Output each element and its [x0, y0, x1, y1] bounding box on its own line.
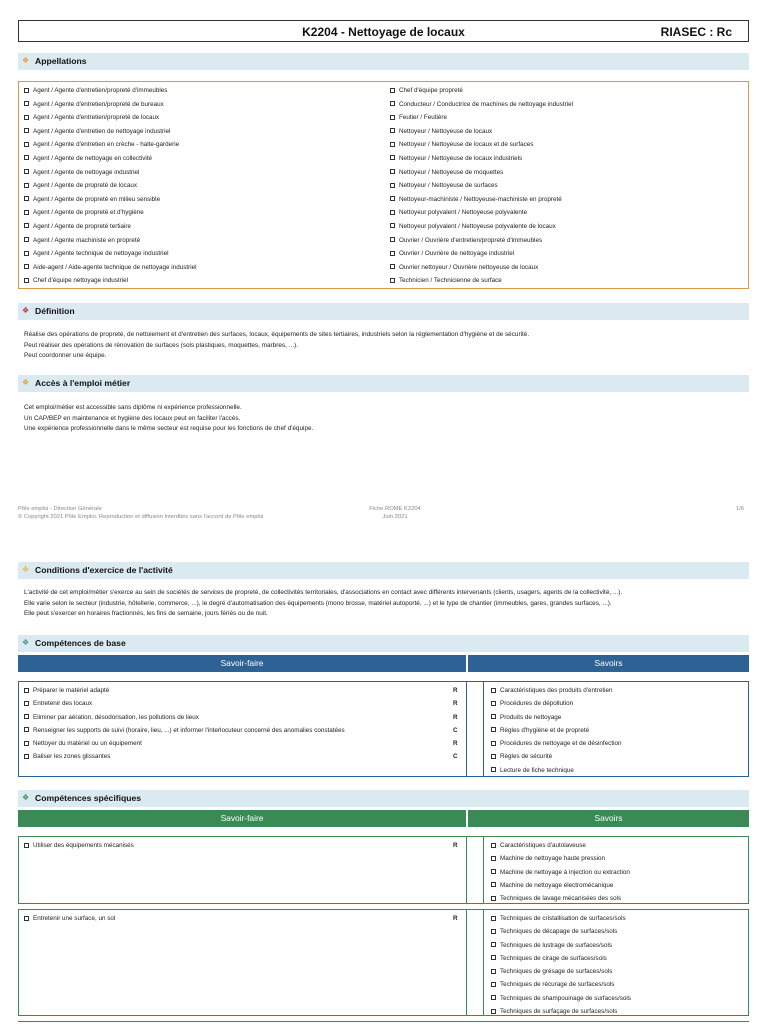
conditions-text — [24, 588, 622, 620]
appellation-item — [390, 125, 573, 139]
appellation-item — [390, 84, 573, 98]
savoir-faire-item — [24, 912, 484, 925]
spec-savoir-faire-list — [24, 912, 484, 925]
section-title: Compétences de base — [35, 638, 126, 648]
checkbox-icon — [24, 128, 29, 133]
savoir-item — [491, 965, 631, 978]
competences-base-box — [18, 681, 749, 777]
paragraph-line: Un CAP/BEP en maintenance et hygiène des locaux peut en faciliter l'accès. — [24, 414, 241, 422]
column-header-savoirs: Savoirs — [468, 810, 749, 827]
appellation-item-label: Nettoyeur polyvalent / Nettoyeuse polyvalente — [399, 209, 528, 217]
savoir-item-label: Techniques de surfaçage de surfaces/sols — [500, 1008, 618, 1016]
savoir-item-label: Techniques de lustrage de surfaces/sols — [500, 941, 613, 949]
checkbox-icon — [390, 88, 395, 93]
appellation-item-label: Nettoyeur / Nettoyeuse de locaux industriels — [399, 154, 523, 162]
savoir-item-label: Caractéristiques d'autolaveuse — [500, 842, 586, 849]
checkbox-icon — [491, 754, 496, 759]
appellation-item-label: Chef d'équipe propreté — [399, 87, 463, 94]
riasec-code-cell: R — [453, 915, 458, 922]
appellation-item-label: Agent / Agente de propreté et d'hygiène — [33, 209, 144, 217]
checkbox-icon — [491, 896, 496, 901]
base-savoirs-list — [491, 684, 621, 777]
checkbox-icon — [24, 843, 29, 848]
appellation-item-label: Feutier / Feutière — [399, 114, 447, 122]
checkbox-icon — [24, 183, 29, 188]
riasec-code-cell: C — [453, 726, 458, 734]
competence-specifique-box — [18, 836, 749, 904]
riasec-code-cell: R — [453, 700, 458, 708]
checkbox-icon — [390, 128, 395, 133]
appellation-item-label: Agent / Agente de propreté tertiaire — [33, 222, 132, 230]
appellation-item-label: Ouvrier / Ouvrière de nettoyage industriel — [399, 250, 515, 258]
appellation-item — [24, 138, 197, 152]
checkbox-icon — [390, 251, 395, 256]
savoir-item — [491, 839, 630, 852]
checkbox-icon — [491, 767, 496, 772]
section-header-competences-base — [18, 635, 749, 652]
appellation-item-label: Agent / Agente technique de nettoyage industriel — [33, 250, 169, 258]
appellation-item — [390, 206, 573, 220]
savoir-faire-item-label: Préparer le matériel adapté — [33, 687, 110, 694]
savoir-item-label: Règles de sécurité — [500, 753, 553, 761]
column-header-savoir-faire: Savoir-faire — [18, 655, 466, 672]
checkbox-icon — [24, 727, 29, 732]
checkbox-icon — [390, 196, 395, 201]
appellation-item-label: Nettoyeur / Nettoyeuse de moquettes — [399, 168, 504, 176]
appellation-item — [390, 261, 573, 275]
appellation-item-label: Agent / Agente de nettoyage en collectivité — [33, 154, 153, 162]
checkbox-icon — [491, 688, 496, 693]
savoir-item — [491, 978, 631, 991]
section-title: Définition — [35, 306, 75, 316]
checkbox-icon — [390, 155, 395, 160]
checkbox-icon — [24, 115, 29, 120]
appellation-item — [24, 274, 197, 288]
appellation-item-label: Agent / Agente d'entretien en crèche - halte-garderie — [33, 141, 180, 149]
paragraph-line: Une expérience professionnelle dans le même secteur est requise pour les fonctions de chef d'équipe. — [24, 425, 314, 433]
paragraph-line: Cet emploi/métier est accessible sans diplôme ni expérience professionnelle. — [24, 404, 242, 411]
appellation-item-label: Nettoyeur polyvalent / Nettoyeuse polyvalente de locaux — [399, 222, 556, 230]
appellation-item-label: Nettoyeur / Nettoyeuse de locaux et de surfaces — [399, 141, 534, 149]
appellation-item-label: Agent / Agente de propreté de locaux — [33, 182, 137, 190]
appellation-item — [24, 193, 197, 207]
diamond-icon: ❖ — [22, 638, 30, 647]
footer-center — [340, 506, 450, 521]
appellation-item — [390, 220, 573, 234]
checkbox-icon — [24, 701, 29, 706]
section-title: Conditions d'exercice de l'activité — [35, 565, 173, 575]
savoir-item-label: Lecture de fiche technique — [500, 766, 574, 774]
appellations-left-list — [24, 84, 197, 288]
appellation-item-label: Agent / Agente d'entretien/propreté de bureaux — [33, 100, 164, 108]
savoir-item — [491, 1005, 631, 1018]
riasec-code-cell: C — [453, 753, 458, 761]
checkbox-icon — [24, 278, 29, 283]
savoir-item — [491, 711, 621, 724]
checkbox-icon — [491, 982, 496, 987]
savoir-item — [491, 697, 621, 710]
competence-specifique-box — [18, 909, 749, 1016]
checkbox-icon — [491, 856, 496, 861]
checkbox-icon — [491, 869, 496, 874]
base-savoir-faire-list — [24, 684, 484, 764]
appellation-item — [24, 125, 197, 139]
checkbox-icon — [24, 264, 29, 269]
checkbox-icon — [491, 929, 496, 934]
checkbox-icon — [390, 210, 395, 215]
checkbox-icon — [24, 237, 29, 242]
paragraph-line: Peut coordonner une équipe. — [24, 352, 107, 360]
appellations-right-list — [390, 84, 573, 288]
savoir-item — [491, 992, 631, 1005]
checkbox-icon — [491, 1009, 496, 1014]
page-title: K2204 - Nettoyage de locaux — [302, 25, 465, 39]
appellation-item — [24, 166, 197, 180]
checkbox-icon — [24, 196, 29, 201]
column-divider — [483, 910, 484, 1015]
savoir-item-label: Caractéristiques des produits d'entretien — [500, 687, 613, 694]
appellation-item — [390, 193, 573, 207]
checkbox-icon — [491, 882, 496, 887]
page-title-box — [18, 20, 749, 42]
column-header-savoir-faire: Savoir-faire — [18, 810, 466, 827]
savoir-item-label: Machine de nettoyage électromécanique — [500, 881, 614, 889]
savoir-item-label: Règles d'hygiène et de propreté — [500, 726, 590, 734]
savoir-item — [491, 750, 621, 763]
checkbox-icon — [390, 142, 395, 147]
spec-savoirs-list — [491, 839, 630, 905]
savoir-item — [491, 684, 621, 697]
riasec-code: RIASEC : Rc — [660, 25, 732, 39]
checkbox-icon — [24, 142, 29, 147]
riasec-code-cell: R — [453, 740, 458, 748]
checkbox-icon — [24, 101, 29, 106]
appellation-item-label: Agent / Agente d'entretien de nettoyage industriel — [33, 127, 171, 135]
appellation-item — [390, 98, 573, 112]
savoir-item-label: Techniques de cirage de surfaces/sols — [500, 954, 607, 962]
appellation-item — [24, 220, 197, 234]
checkbox-icon — [390, 115, 395, 120]
appellation-item-label: Aide-agent / Aide-agente technique de nettoyage industriel — [33, 263, 197, 271]
riasec-code-cell: R — [453, 687, 458, 694]
appellation-item — [390, 152, 573, 166]
checkbox-icon — [491, 916, 496, 921]
checkbox-icon — [491, 955, 496, 960]
footer-date: Juin 2021 — [382, 513, 408, 520]
savoir-item — [491, 852, 630, 865]
savoir-item-label: Techniques de décapage de surfaces/sols — [500, 928, 618, 936]
savoir-faire-item-label: Entretenir des locaux — [33, 700, 93, 708]
footer-fiche: Fiche ROME K2204 — [369, 506, 421, 512]
appellation-item-label: Agent / Agente machiniste en propreté — [33, 236, 141, 244]
savoir-item-label: Procédures de dépollution — [500, 700, 574, 708]
diamond-icon: ❖ — [22, 565, 30, 574]
checkbox-icon — [24, 251, 29, 256]
appellation-item — [24, 179, 197, 193]
definition-text — [24, 330, 529, 362]
appellation-item-label: Ouvrier / Ouvrière d'entretien/propreté d'immeubles — [399, 236, 543, 244]
savoir-item-label: Machine de nettoyage à injection ou extraction — [500, 868, 630, 876]
savoir-item-label: Machine de nettoyage haute pression — [500, 855, 606, 863]
diamond-icon: ❖ — [22, 793, 30, 802]
checkbox-icon — [24, 88, 29, 93]
savoir-item — [491, 939, 631, 952]
savoir-item — [491, 952, 631, 965]
checkbox-icon — [390, 237, 395, 242]
section-title: Appellations — [35, 56, 87, 66]
savoir-item-label: Techniques de shampouinage de surfaces/sols — [500, 994, 631, 1002]
checkbox-icon — [24, 714, 29, 719]
savoir-item-label: Techniques de grésage de surfaces/sols — [500, 968, 613, 976]
savoir-faire-item-label: Entretenir une surface, un sol — [33, 915, 116, 922]
paragraph-line: Elle peut s'exercer en horaires fractionnés, les fins de semaine, jours fériés ou de nuit. — [24, 610, 268, 618]
appellation-item-label: Conducteur / Conductrice de machines de nettoyage industriel — [399, 100, 573, 108]
checkbox-icon — [491, 995, 496, 1000]
section-title: Accès à l'emploi métier — [35, 378, 131, 388]
checkbox-icon — [390, 264, 395, 269]
section-header-conditions — [18, 562, 749, 579]
section-header-appellations — [18, 53, 749, 70]
checkbox-icon — [491, 727, 496, 732]
section-title: Compétences spécifiques — [35, 793, 142, 803]
savoir-item-label: Techniques de cristallisation de surfaces/sols — [500, 915, 626, 922]
paragraph-line: Elle varie selon le secteur (industrie, hôtellerie, commerce, ...), le degré d'automatisation des équipements (mono brosse, matériel autoporté, ...) et le type de chantier (immeubles, gares, grandes surfaces, ...). — [24, 599, 612, 607]
savoir-faire-item — [24, 711, 484, 724]
footer-left — [18, 506, 263, 521]
checkbox-icon — [24, 210, 29, 215]
savoir-item — [491, 925, 631, 938]
next-box-edge — [18, 1021, 749, 1022]
footer-page: 1/6 — [735, 506, 744, 512]
diamond-icon: ❖ — [22, 378, 30, 387]
checkbox-icon — [491, 714, 496, 719]
appellation-item — [390, 111, 573, 125]
section-header-acces — [18, 375, 749, 392]
checkbox-icon — [24, 688, 29, 693]
checkbox-icon — [24, 155, 29, 160]
checkbox-icon — [390, 101, 395, 106]
savoir-item — [491, 764, 621, 777]
savoir-faire-item-label: Baliser les zones glissantes — [33, 753, 111, 761]
spec-savoirs-list — [491, 912, 631, 1018]
diamond-icon: ❖ — [22, 56, 30, 65]
footer-copyright: © Copyright 2021 Pôle Emploi. Reproduction et diffusion interdites sans l'accord de Pôle emploi — [18, 513, 264, 520]
appellation-item — [390, 166, 573, 180]
checkbox-icon — [24, 916, 29, 921]
checkbox-icon — [390, 278, 395, 283]
savoir-faire-item-label: Utiliser des équipements mécanisés — [33, 842, 134, 849]
riasec-code-cell: R — [453, 713, 458, 721]
paragraph-line: Peut réaliser des opérations de rénovation de surfaces (sols plastiques, moquettes, marbres, ...). — [24, 341, 298, 349]
savoir-faire-item — [24, 724, 484, 737]
appellation-item — [24, 111, 197, 125]
appellation-item — [390, 247, 573, 261]
column-header-savoirs: Savoirs — [468, 655, 749, 672]
appellation-item — [24, 84, 197, 98]
savoir-faire-item — [24, 737, 484, 750]
checkbox-icon — [491, 741, 496, 746]
appellation-item-label: Ouvrier nettoyeur / Ouvrière nettoyeuse de locaux — [399, 263, 539, 271]
checkbox-icon — [24, 169, 29, 174]
checkbox-icon — [491, 942, 496, 947]
checkbox-icon — [390, 183, 395, 188]
appellation-item-label: Agent / Agente de nettoyage industriel — [33, 168, 140, 176]
savoir-item — [491, 866, 630, 879]
savoir-faire-item — [24, 750, 484, 763]
section-header-definition — [18, 303, 749, 320]
appellation-item-label: Nettoyeur / Nettoyeuse de locaux — [399, 127, 493, 135]
savoir-item — [491, 892, 630, 905]
appellation-item — [24, 234, 197, 248]
riasec-code-cell: R — [453, 842, 458, 849]
checkbox-icon — [491, 969, 496, 974]
section-header-competences-specifiques — [18, 790, 749, 807]
appellation-item-label: Nettoyeur / Nettoyeuse de surfaces — [399, 182, 498, 190]
paragraph-line: L'activité de cet emploi/métier s'exerce au sein de sociétés de services de propreté, de collectivités territoriales, d'associations en contact avec différents intervenants (clients, usagers, agents de la collectivité, ...). — [24, 589, 623, 596]
appellation-item — [24, 261, 197, 275]
appellations-box — [18, 81, 749, 289]
spec-savoir-faire-list — [24, 839, 484, 852]
appellation-item-label: Agent / Agente de propreté en milieu sensible — [33, 195, 161, 203]
checkbox-icon — [390, 223, 395, 228]
appellation-item — [390, 274, 573, 288]
savoir-item — [491, 737, 621, 750]
acces-text — [24, 403, 313, 435]
savoir-faire-item — [24, 697, 484, 710]
appellation-item — [24, 206, 197, 220]
footer-org: Pôle emploi - Direction Générale — [18, 506, 102, 512]
checkbox-icon — [24, 754, 29, 759]
savoir-item-label: Produits de nettoyage — [500, 713, 562, 721]
appellation-item — [390, 179, 573, 193]
appellation-item-label: Chef d'équipe nettoyage industriel — [33, 277, 129, 285]
savoir-faire-item-label: Eliminer par aération, désodorisation, les pollutions de lieux — [33, 713, 199, 721]
appellation-item — [24, 247, 197, 261]
savoir-faire-item-label: Nettoyer du matériel ou un équipement — [33, 740, 142, 748]
appellation-item-label: Nettoyeur-machiniste / Nettoyeuse-machiniste en propreté — [399, 195, 562, 203]
appellation-item — [390, 234, 573, 248]
appellation-item-label: Agent / Agente d'entretien/propreté de locaux — [33, 114, 160, 122]
savoir-item-label: Procédures de nettoyage et de désinfection — [500, 740, 622, 748]
checkbox-icon — [491, 701, 496, 706]
checkbox-icon — [390, 169, 395, 174]
savoir-faire-item-label: Renseigner les supports de suivi (horaire, lieu, ...) et informer l'interlocuteur concerné des anomalies constatées — [33, 726, 345, 734]
paragraph-line: Réalise des opérations de propreté, de nettoiement et d'entretien des surfaces, locaux, équipements de sites tertiaires, industriels selon la réglementation d'hygiène et de sécurité. — [24, 331, 530, 338]
savoir-faire-item — [24, 684, 484, 697]
checkbox-icon — [24, 223, 29, 228]
savoir-item — [491, 879, 630, 892]
savoir-item-label: Techniques de récurage de surfaces/sols — [500, 981, 615, 989]
checkbox-icon — [491, 843, 496, 848]
column-divider — [466, 910, 467, 1015]
appellation-item — [24, 98, 197, 112]
checkbox-icon — [24, 741, 29, 746]
savoir-item-label: Techniques de lavage mécanisées des sols — [500, 895, 622, 903]
appellation-item-label: Technicien / Technicienne de surface — [399, 277, 502, 285]
savoir-item — [491, 912, 631, 925]
diamond-icon: ❖ — [22, 306, 30, 315]
savoir-item — [491, 724, 621, 737]
appellation-item-label: Agent / Agente d'entretien/propreté d'immeubles — [33, 87, 168, 94]
appellation-item — [390, 138, 573, 152]
savoir-faire-item — [24, 839, 484, 852]
appellation-item — [24, 152, 197, 166]
